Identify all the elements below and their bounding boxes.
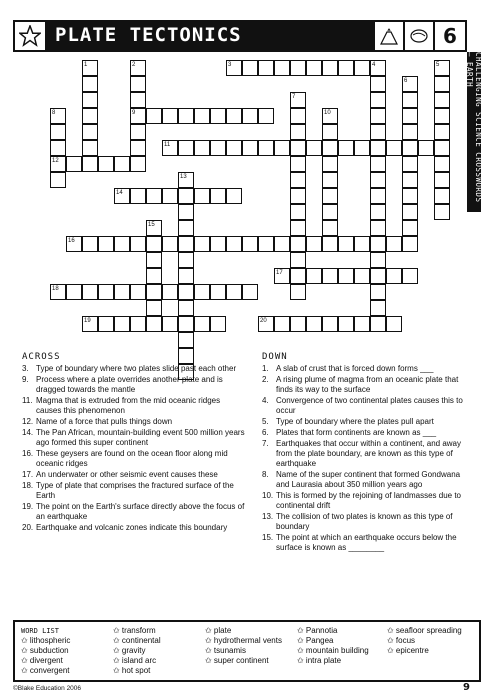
grid-cell[interactable]: [402, 204, 418, 220]
grid-cell[interactable]: [402, 172, 418, 188]
grid-cell[interactable]: [370, 284, 386, 300]
clue-text: Name of the super continent that formed Gondwana and Laurasia about 350 million years ago: [276, 470, 461, 489]
word-list-item: ✩ focus: [387, 636, 416, 645]
grid-cell[interactable]: [338, 268, 354, 284]
grid-cell[interactable]: [178, 220, 194, 236]
grid-cell[interactable]: [402, 268, 418, 284]
down-clue: [262, 470, 472, 490]
word-list-column: [387, 626, 462, 656]
grid-cell[interactable]: [130, 92, 146, 108]
grid-clue-number: 7: [292, 94, 296, 100]
grid-cell[interactable]: [386, 316, 402, 332]
down-heading: DOWN: [262, 352, 288, 362]
grid-cell[interactable]: [226, 284, 242, 300]
grid-cell[interactable]: [402, 156, 418, 172]
grid-cell[interactable]: [210, 140, 226, 156]
grid-cell[interactable]: [322, 204, 338, 220]
clue-number: 3.: [22, 364, 29, 373]
grid-cell[interactable]: [370, 124, 386, 140]
across-clue: [22, 481, 247, 501]
grid-cell[interactable]: [66, 284, 82, 300]
grid-cell[interactable]: [194, 188, 210, 204]
clue-text: Name of a force that pulls things down: [36, 417, 173, 426]
grid-cell[interactable]: [354, 236, 370, 252]
grid-cell[interactable]: [242, 108, 258, 124]
grid-cell[interactable]: [258, 140, 274, 156]
grid-cell[interactable]: [274, 236, 290, 252]
grid-cell[interactable]: [226, 188, 242, 204]
clue-text: An underwater or other seismic event causes these: [36, 470, 218, 479]
clue-text: This is formed by the rejoining of landmasses due to continental drift: [276, 491, 461, 510]
grid-cell[interactable]: [242, 140, 258, 156]
clue-text: Convergence of two continental plates causes this to occur: [276, 396, 463, 415]
grid-cell[interactable]: [322, 172, 338, 188]
grid-cell[interactable]: [210, 284, 226, 300]
grid-cell[interactable]: [146, 284, 162, 300]
grid-cell[interactable]: [290, 108, 306, 124]
grid-cell[interactable]: [370, 300, 386, 316]
star-icon: [15, 22, 47, 50]
grid-cell[interactable]: [322, 156, 338, 172]
grid-clue-number: 20: [260, 318, 267, 324]
down-clue: [262, 533, 472, 553]
grid-cell[interactable]: [402, 220, 418, 236]
grid-cell[interactable]: [434, 124, 450, 140]
clue-number: 19.: [22, 502, 34, 511]
grid-cell[interactable]: [322, 236, 338, 252]
grid-cell[interactable]: [402, 188, 418, 204]
clue-number: 20.: [22, 523, 34, 532]
grid-cell[interactable]: [370, 316, 386, 332]
grid-cell[interactable]: [434, 108, 450, 124]
grid-cell[interactable]: [178, 188, 194, 204]
grid-cell[interactable]: [178, 284, 194, 300]
grid-cell[interactable]: [306, 236, 322, 252]
grid-cell[interactable]: [210, 316, 226, 332]
clue-number: 9.: [22, 375, 29, 384]
word-list-item: ✩ Pannotia: [297, 626, 338, 635]
clue-text: Earthquakes that occur within a continent, and away from the plate boundary, are known as this type of earthquake: [276, 439, 461, 468]
grid-cell[interactable]: [146, 300, 162, 316]
grid-cell[interactable]: [226, 236, 242, 252]
grid-cell[interactable]: [370, 172, 386, 188]
grid-cell[interactable]: [370, 268, 386, 284]
grid-cell[interactable]: [402, 236, 418, 252]
word-list-item: ✩ intra plate: [297, 656, 342, 665]
word-list-item: ✩ seafloor spreading: [387, 626, 462, 635]
clue-number: 7.: [262, 439, 269, 448]
grid-clue-number: 16: [68, 238, 75, 244]
across-clue: [22, 417, 247, 427]
grid-cell[interactable]: [354, 268, 370, 284]
across-clues: [22, 364, 247, 534]
sheet-number: 6: [433, 22, 465, 50]
grid-cell[interactable]: [322, 188, 338, 204]
grid-cell[interactable]: [338, 60, 354, 76]
word-list: [13, 620, 481, 682]
grid-cell[interactable]: [418, 140, 434, 156]
word-list-item: ✩ transform: [113, 626, 156, 635]
grid-cell[interactable]: [82, 76, 98, 92]
down-clue: [262, 439, 472, 469]
grid-cell[interactable]: [98, 284, 114, 300]
grid-clue-number: 19: [84, 318, 91, 324]
clue-number: 13.: [262, 512, 274, 521]
copyright: ©Blake Education 2006: [13, 685, 82, 692]
clue-number: 12.: [22, 417, 34, 426]
grid-cell[interactable]: [402, 124, 418, 140]
grid-cell[interactable]: [130, 236, 146, 252]
grid-cell[interactable]: [290, 124, 306, 140]
side-banner: CHALLENGING SCIENCE CROSSWORDS — EARTH: [467, 52, 481, 212]
grid-clue-number: 15: [148, 222, 155, 228]
word-list-column: [205, 626, 282, 666]
clue-number: 17.: [22, 470, 34, 479]
grid-cell[interactable]: [290, 140, 306, 156]
grid-cell[interactable]: [322, 140, 338, 156]
clue-text: Type of boundary where two plates slide past each other: [36, 364, 237, 373]
grid-cell[interactable]: [146, 108, 162, 124]
grid-cell[interactable]: [338, 140, 354, 156]
down-clue: [262, 375, 472, 395]
grid-cell[interactable]: [82, 92, 98, 108]
clue-number: 11.: [22, 396, 33, 405]
grid-cell[interactable]: [178, 348, 194, 364]
grid-cell[interactable]: [386, 268, 402, 284]
down-clue: [262, 428, 472, 438]
word-list-item: ✩ island arc: [113, 656, 157, 665]
grid-cell[interactable]: [162, 108, 178, 124]
grid-cell[interactable]: [386, 236, 402, 252]
word-list-item: ✩ super continent: [205, 656, 269, 665]
grid-cell[interactable]: [290, 268, 306, 284]
grid-cell[interactable]: [370, 76, 386, 92]
grid-cell[interactable]: [178, 140, 194, 156]
clue-text: Process where a plate overrides another plate and is dragged towards the mantle: [36, 375, 223, 394]
grid-cell[interactable]: [258, 60, 274, 76]
grid-cell[interactable]: [146, 268, 162, 284]
word-list-item: ✩ Pangea: [297, 636, 334, 645]
grid-cell[interactable]: [114, 284, 130, 300]
clue-text: Magma that is extruded from the mid oceanic ridges causes this phenomenon: [36, 396, 221, 415]
grid-cell[interactable]: [258, 236, 274, 252]
grid-cell[interactable]: [130, 316, 146, 332]
grid-cell[interactable]: [82, 156, 98, 172]
grid-cell[interactable]: [290, 188, 306, 204]
across-clue: [22, 470, 247, 480]
grid-cell[interactable]: [370, 252, 386, 268]
grid-cell[interactable]: [290, 284, 306, 300]
earth-icon: [403, 22, 433, 50]
clue-text: The point on the Earth's surface directly above the focus of an earthquake: [36, 502, 245, 521]
grid-cell[interactable]: [130, 140, 146, 156]
grid-cell[interactable]: [386, 140, 402, 156]
grid-cell[interactable]: [290, 156, 306, 172]
grid-cell[interactable]: [322, 220, 338, 236]
grid-cell[interactable]: [370, 204, 386, 220]
grid-cell[interactable]: [322, 268, 338, 284]
grid-cell[interactable]: [178, 204, 194, 220]
clue-number: 4.: [262, 396, 269, 405]
clue-text: Plates that form continents are known as ___: [276, 428, 437, 437]
grid-cell[interactable]: [306, 140, 322, 156]
grid-cell[interactable]: [402, 92, 418, 108]
grid-cell[interactable]: [50, 140, 66, 156]
grid-cell[interactable]: [258, 108, 274, 124]
grid-cell[interactable]: [370, 236, 386, 252]
grid-clue-number: 5: [436, 62, 440, 68]
word-list-item: ✩ tsunamis: [205, 646, 246, 655]
grid-cell[interactable]: [354, 140, 370, 156]
volcano-icon: [373, 22, 403, 50]
grid-cell[interactable]: [434, 204, 450, 220]
grid-cell[interactable]: [226, 108, 242, 124]
grid-cell[interactable]: [370, 156, 386, 172]
grid-cell[interactable]: [274, 140, 290, 156]
clue-number: 8.: [262, 470, 269, 479]
down-clue: [262, 396, 472, 416]
grid-clue-number: 14: [116, 190, 123, 196]
grid-clue-number: 8: [52, 110, 56, 116]
clue-number: 18.: [22, 481, 34, 490]
grid-cell[interactable]: [290, 172, 306, 188]
grid-cell[interactable]: [274, 316, 290, 332]
down-clue: [262, 491, 472, 511]
grid-cell[interactable]: [82, 108, 98, 124]
word-list-item: ✩ convergent: [21, 666, 70, 675]
grid-cell[interactable]: [114, 236, 130, 252]
grid-cell[interactable]: [194, 316, 210, 332]
grid-cell[interactable]: [82, 140, 98, 156]
grid-cell[interactable]: [290, 236, 306, 252]
page-number: 9: [463, 682, 470, 693]
grid-cell[interactable]: [178, 300, 194, 316]
grid-cell[interactable]: [98, 316, 114, 332]
grid-cell[interactable]: [146, 188, 162, 204]
grid-cell[interactable]: [178, 268, 194, 284]
across-clue: [22, 375, 247, 395]
grid-cell[interactable]: [226, 140, 242, 156]
title-bar: [13, 20, 467, 52]
grid-cell[interactable]: [178, 236, 194, 252]
word-list-item: ✩ divergent: [21, 656, 63, 665]
word-list-item: ✩ hydrothermal vents: [205, 636, 282, 645]
grid-cell[interactable]: [66, 156, 82, 172]
grid-cell[interactable]: [370, 188, 386, 204]
grid-cell[interactable]: [194, 284, 210, 300]
grid-clue-number: 12: [52, 158, 59, 164]
clue-number: 6.: [262, 428, 269, 437]
clue-number: 15.: [262, 533, 274, 542]
grid-cell[interactable]: [434, 92, 450, 108]
grid-clue-number: 4: [372, 62, 376, 68]
word-list-item: ✩ subduction: [21, 646, 69, 655]
down-clue: [262, 364, 472, 374]
clue-number: 5.: [262, 417, 269, 426]
across-clue: [22, 396, 247, 416]
grid-cell[interactable]: [290, 252, 306, 268]
grid-cell[interactable]: [50, 124, 66, 140]
grid-cell[interactable]: [290, 316, 306, 332]
across-clue: [22, 523, 247, 533]
grid-cell[interactable]: [402, 108, 418, 124]
grid-cell[interactable]: [194, 108, 210, 124]
grid-cell[interactable]: [130, 76, 146, 92]
grid-clue-number: 9: [132, 110, 136, 116]
grid-cell[interactable]: [114, 316, 130, 332]
page-title: PLATE TECTONICS: [55, 24, 242, 46]
clue-text: Type of plate that comprises the fractured surface of the Earth: [36, 481, 234, 500]
grid-cell[interactable]: [194, 236, 210, 252]
grid-cell[interactable]: [242, 60, 258, 76]
grid-cell[interactable]: [210, 236, 226, 252]
clue-number: 14.: [22, 428, 34, 437]
clue-text: A rising plume of magma from an oceanic plate that finds its way to the surface: [276, 375, 459, 394]
clue-text: The Pan African, mountain-building event 500 million years ago formed this super continent: [36, 428, 245, 447]
clue-number: 16.: [22, 449, 34, 458]
grid-cell[interactable]: [162, 236, 178, 252]
down-clue: [262, 417, 472, 427]
grid-cell[interactable]: [82, 284, 98, 300]
grid-cell[interactable]: [146, 236, 162, 252]
grid-clue-number: 17: [276, 270, 283, 276]
grid-cell[interactable]: [98, 156, 114, 172]
word-list-item: ✩ plate: [205, 626, 232, 635]
clue-text: These geysers are found on the ocean floor along mid oceanic ridges: [36, 449, 228, 468]
grid-cell[interactable]: [434, 76, 450, 92]
word-list-item: ✩ lithospheric: [21, 636, 71, 645]
grid-cell[interactable]: [178, 332, 194, 348]
grid-cell[interactable]: [306, 268, 322, 284]
clue-number: 2.: [262, 375, 269, 384]
grid-cell[interactable]: [354, 60, 370, 76]
grid-clue-number: 18: [52, 286, 59, 292]
clue-text: A slab of crust that is forced down forms ___: [276, 364, 434, 373]
grid-cell[interactable]: [322, 124, 338, 140]
grid-cell[interactable]: [178, 108, 194, 124]
grid-cell[interactable]: [274, 60, 290, 76]
down-clue: [262, 512, 472, 532]
clue-text: The point at which an earthquake occurs below the surface is known as ________: [276, 533, 457, 552]
grid-clue-number: 13: [180, 174, 187, 180]
grid-cell[interactable]: [354, 316, 370, 332]
word-list-item: ✩ hot spot: [113, 666, 151, 675]
clue-number: 1.: [262, 364, 269, 373]
word-list-column: [113, 626, 161, 676]
grid-clue-number: 3: [228, 62, 232, 68]
across-heading: ACROSS: [22, 352, 61, 362]
grid-cell[interactable]: [322, 60, 338, 76]
grid-cell[interactable]: [290, 220, 306, 236]
word-list-item: ✩ gravity: [113, 646, 146, 655]
grid-cell[interactable]: [210, 108, 226, 124]
grid-cell[interactable]: [146, 252, 162, 268]
grid-cell[interactable]: [162, 284, 178, 300]
grid-clue-number: 10: [324, 110, 331, 116]
grid-cell[interactable]: [290, 60, 306, 76]
across-clue: [22, 364, 247, 374]
across-clue: [22, 449, 247, 469]
grid-cell[interactable]: [290, 204, 306, 220]
grid-cell[interactable]: [178, 316, 194, 332]
grid-cell[interactable]: [338, 236, 354, 252]
grid-cell[interactable]: [130, 124, 146, 140]
grid-cell[interactable]: [306, 60, 322, 76]
word-list-column: [297, 626, 369, 666]
grid-cell[interactable]: [162, 188, 178, 204]
grid-cell[interactable]: [50, 172, 66, 188]
grid-clue-number: 2: [132, 62, 136, 68]
grid-clue-number: 11: [164, 142, 171, 148]
grid-cell[interactable]: [370, 140, 386, 156]
grid-cell[interactable]: [194, 140, 210, 156]
grid-cell[interactable]: [434, 156, 450, 172]
clue-text: Type of boundary where the plates pull apart: [276, 417, 434, 426]
grid-cell[interactable]: [434, 188, 450, 204]
grid-cell[interactable]: [210, 188, 226, 204]
word-list-column: [21, 636, 70, 676]
word-list-item: ✩ mountain building: [297, 646, 369, 655]
word-list-heading: WORD LIST: [21, 627, 59, 635]
grid-cell[interactable]: [82, 236, 98, 252]
grid-cell[interactable]: [162, 316, 178, 332]
clue-text: Earthquake and volcanic zones indicate this boundary: [36, 523, 228, 532]
grid-cell[interactable]: [130, 284, 146, 300]
grid-cell[interactable]: [322, 316, 338, 332]
grid-cell[interactable]: [178, 252, 194, 268]
grid-clue-number: 6: [404, 78, 408, 84]
grid-cell[interactable]: [98, 236, 114, 252]
grid-cell[interactable]: [130, 156, 146, 172]
grid-cell[interactable]: [370, 92, 386, 108]
grid-cell[interactable]: [146, 316, 162, 332]
grid-cell[interactable]: [338, 316, 354, 332]
clue-number: 10.: [262, 491, 274, 500]
word-list-item: ✩ continental: [113, 636, 161, 645]
grid-cell[interactable]: [306, 316, 322, 332]
grid-clue-number: 1: [84, 62, 88, 68]
grid-cell[interactable]: [242, 236, 258, 252]
grid-cell[interactable]: [434, 172, 450, 188]
grid-cell[interactable]: [242, 284, 258, 300]
clue-text: The collision of two plates is known as this type of boundary: [276, 512, 453, 531]
down-clues: [262, 364, 472, 554]
grid-cell[interactable]: [434, 140, 450, 156]
across-clue: [22, 502, 247, 522]
grid-cell[interactable]: [82, 124, 98, 140]
grid-cell[interactable]: [130, 188, 146, 204]
grid-cell[interactable]: [114, 156, 130, 172]
grid-cell[interactable]: [402, 140, 418, 156]
grid-cell[interactable]: [370, 108, 386, 124]
word-list-item: ✩ epicentre: [387, 646, 429, 655]
across-clue: [22, 428, 247, 448]
grid-cell[interactable]: [370, 220, 386, 236]
